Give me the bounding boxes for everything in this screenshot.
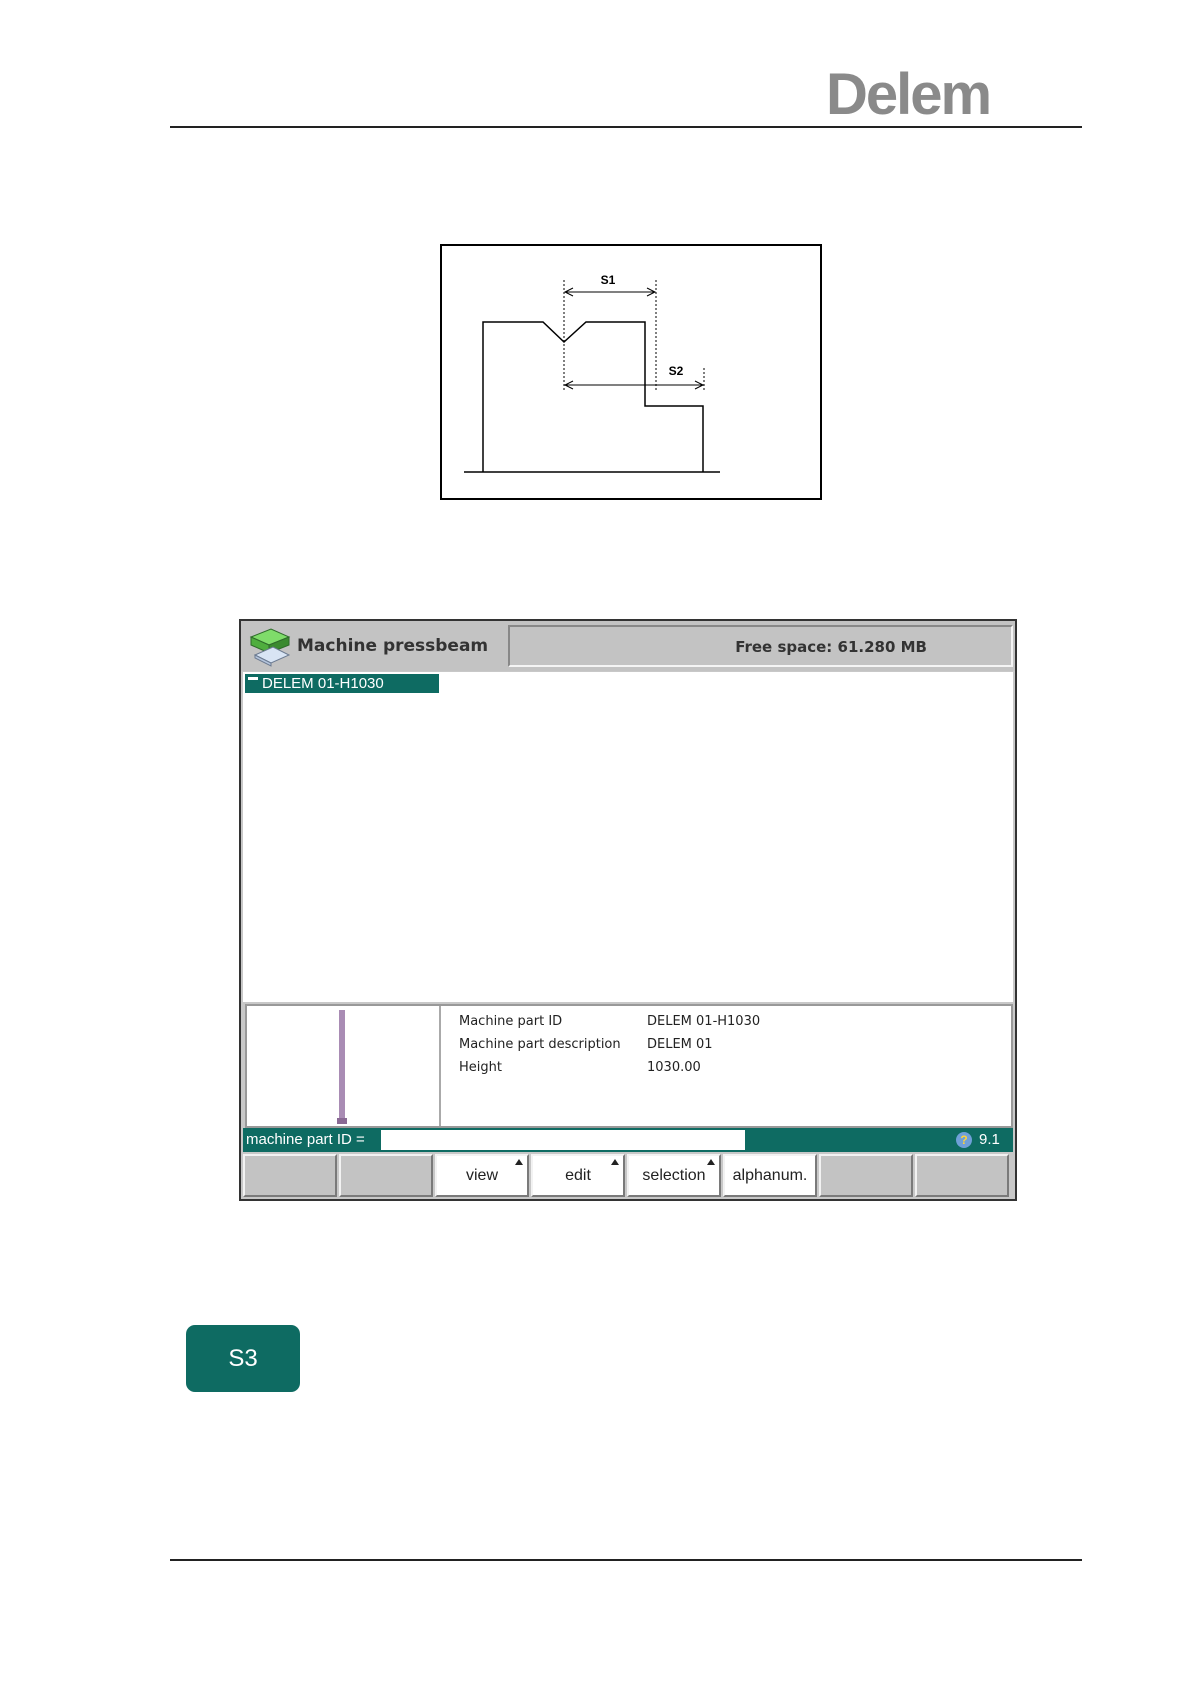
help-icon[interactable]: ?	[956, 1132, 972, 1148]
s1-label: S1	[600, 273, 616, 287]
machine-part-id-input[interactable]	[381, 1130, 745, 1150]
command-label: machine part ID =	[246, 1131, 365, 1148]
s2-label: S2	[668, 364, 684, 378]
free-space-panel	[508, 625, 1013, 667]
s3-key-button: S3	[186, 1325, 300, 1392]
softkey-2[interactable]	[339, 1154, 433, 1197]
footer-rule	[170, 1559, 1082, 1561]
command-line	[243, 1128, 1013, 1152]
pressbeam-icon	[247, 625, 293, 667]
title-bar	[241, 621, 1015, 671]
property-value: DELEM 01	[647, 1037, 713, 1052]
pressbeam-diagram	[440, 244, 824, 502]
list-item[interactable]	[245, 674, 439, 693]
property-row	[459, 1014, 979, 1034]
selection-button[interactable]	[627, 1154, 721, 1197]
property-row	[459, 1060, 979, 1080]
menu-arrow-icon	[515, 1159, 523, 1165]
part-list[interactable]	[243, 672, 1013, 1002]
free-space-text: Free space: 61.280 MB	[735, 638, 927, 656]
softkey-7[interactable]	[819, 1154, 913, 1197]
diagram-frame	[441, 245, 821, 499]
part-preview	[247, 1006, 441, 1126]
menu-arrow-icon	[611, 1159, 619, 1165]
property-value: 1030.00	[647, 1060, 701, 1075]
pressbeam-shape	[339, 1010, 345, 1122]
view-button[interactable]	[435, 1154, 529, 1197]
collapse-icon	[248, 677, 258, 688]
edit-button[interactable]	[531, 1154, 625, 1197]
part-info-panel	[245, 1004, 1013, 1128]
property-row	[459, 1037, 979, 1057]
alphanum-button[interactable]	[723, 1154, 817, 1197]
view-button-label: view	[465, 1167, 498, 1184]
property-value: DELEM 01-H1030	[647, 1014, 761, 1029]
help-number: 9.1	[979, 1131, 1000, 1148]
property-label: Machine part ID	[459, 1014, 563, 1029]
menu-arrow-icon	[707, 1159, 715, 1165]
property-label: Height	[459, 1060, 502, 1075]
softkey-bar	[243, 1154, 1013, 1197]
list-item-label: DELEM 01-H1030	[262, 675, 384, 692]
property-label: Machine part description	[459, 1037, 621, 1052]
selection-button-label: selection	[642, 1167, 706, 1184]
alphanum-button-label: alphanum.	[732, 1167, 808, 1184]
edit-button-label: edit	[565, 1167, 591, 1184]
softkey-8[interactable]	[915, 1154, 1009, 1197]
control-screen	[239, 619, 1017, 1201]
delem-logo: Delem	[826, 62, 991, 127]
header-rule	[170, 126, 1082, 128]
softkey-1[interactable]	[243, 1154, 337, 1197]
screen-title: Machine pressbeam	[297, 636, 489, 656]
pressbeam-shape-foot	[337, 1118, 347, 1124]
